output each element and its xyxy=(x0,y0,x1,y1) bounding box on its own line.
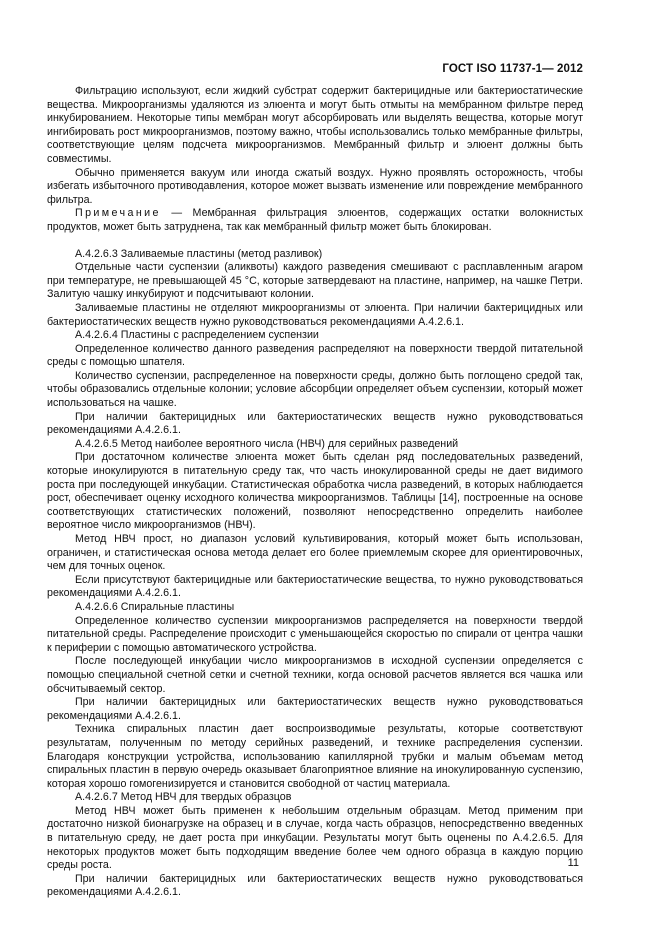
section-heading: А.4.2.6.6 Спиральные пластины xyxy=(75,600,235,613)
note-label: Примечание xyxy=(75,207,161,220)
paragraph: Отдельные части суспензии (аликвоты) каждого разведения смешивают с расплавленным агаром при температуре, не превышающей 45 °С, которые затвердевают на пластине, например, на чашке Петри. Залитую чашку инкубируют и подсчитывают колонии. xyxy=(47,261,583,301)
paragraph: Метод НВЧ прост, но диапазон условий культивирования, который может быть использован, ограничен, и статистическая основа метода делает его более приемлемым скорее для ориентировочных, чем для точных оценок. xyxy=(47,533,583,573)
paragraph: Заливаемые пластины не отделяют микроорганизмы от элюента. При наличии бактерицидных или бактериостатических веществ нужно руководствоваться рекомендациями А.4.2.6.1. xyxy=(47,301,583,328)
paragraph: Если присутствуют бактерицидные или бактериостатические вещества, то нужно руководствоваться рекомендациями А.4.2.6.1. xyxy=(47,573,583,600)
section-heading: А.4.2.6.7 Метод НВЧ для твердых образцов xyxy=(75,791,292,804)
section-heading: А.4.2.6.5 Метод наиболее вероятного числа (НВЧ) для серийных разведений xyxy=(75,437,459,450)
paragraph: Определенное количество данного разведения распределяют на поверхности твердой питательной среды с помощью шпателя. xyxy=(47,342,583,369)
note-paragraph xyxy=(47,207,583,234)
paragraph: Фильтрацию используют, если жидкий субстрат содержит бактерицидные или бактериостатические вещества. Микроорганизмы удаляются из элюента и могут быть отмыты на мембранном фильтре перед инкубированием. Некоторые типы мембран могут абсорбировать или выделять вещества, которые могут ингибировать рост микроорганизмов, поэтому важно, чтобы использовались только мембранные фильтры, соответствующие целям подсчета микроорганизмов. Мембранный фильтр и элюент должны быть совместимы. xyxy=(47,85,583,165)
paragraph: Обычно применяется вакуум или иногда сжатый воздух. Нужно проявлять осторожность, чтобы избегать избыточного противодавления, которое может вызвать изменение или повреждение мембранного фильтра. xyxy=(47,166,583,206)
paragraph: Количество суспензии, распределенное на поверхности среды, должно быть поглощено средой так, чтобы образовались отдельные колонии; условие абсорбции определяет объем суспензии, который может использоваться на чашке. xyxy=(47,369,583,410)
paragraph: Определенное количество суспензии микроорганизмов распределяется на поверхности твердой питательной среды. Распределение происходит с уменьшающейся скоростью по спирали от центра чашки к периферии с помощью автоматического устройства. xyxy=(47,614,583,654)
paragraph: При наличии бактерицидных или бактериостатических веществ нужно руководствоваться рекомендациями А.4.2.6.1. xyxy=(47,872,583,899)
page-number: 11 xyxy=(567,857,579,869)
standard-header: ГОСТ ISO 11737-1— 2012 xyxy=(442,63,583,75)
paragraph: При достаточном количестве элюента может быть сделан ряд последовательных разведений, которые инокулируются в питательную среду так, что часть инокулированной среды не дает видимого роста при последующей инкубации. Статистическая обработка числа разведений, в которых наблюдается рост, обеспечивает оценку исходного количества микроорганизмов. Таблицы [14], построенные на основе соответствующих статистических положений, позволяют непосредственно определить наиболее вероятное число микроорганизмов (НВЧ). xyxy=(47,451,583,532)
paragraph: При наличии бактерицидных или бактериостатических веществ нужно руководствоваться рекомендациями А.4.2.6.1. xyxy=(47,696,583,722)
section-heading: А.4.2.6.3 Заливаемые пластины (метод разливок) xyxy=(75,247,323,260)
paragraph: Метод НВЧ может быть применен к небольшим отдельным образцам. Метод применим при достаточно низкой бионагрузке на образец и в случае, когда часть образцов, непосредственно введенных в питательную среду, не дает роста при инкубации. Результаты могут быть оценены по А.4.2.6.5. Для некоторых продуктов может быть подходящим введение более чем одного образца в каждую порцию среды роста. xyxy=(47,804,583,872)
paragraph: Техника спиральных пластин дает воспроизводимые результаты, которые соответствуют результатам, полученным по методу серийных разведений, и технике распределения суспензии. Благодаря конструкции устройства, использованию капиллярной трубки и малым объемам метод спиральных пластин в первую очередь оказывает благоприятное влияние на инокулированную суспензию, которая хорошо гомогенизируется и становится свободной от частиц материала. xyxy=(47,723,583,790)
paragraph: После последующей инкубации число микроорганизмов в исходной суспензии определяется с помощью специальной счетной сетки и счетной техники, когда основой расчетов является вся чашка или обсчитываемый сектор. xyxy=(47,655,583,695)
document-body xyxy=(47,85,583,900)
section-heading: А.4.2.6.4 Пластины с распределением суспензии xyxy=(75,329,319,342)
note-text: — Мембранная фильтрация элюентов, содержащих остатки волокнистых продуктов, может быть затруднена, так как мембранный фильтр может быть блокирован. xyxy=(47,207,583,233)
paragraph: При наличии бактерицидных или бактериостатических веществ нужно руководствоваться рекомендациями А.4.2.6.1. xyxy=(47,410,583,437)
